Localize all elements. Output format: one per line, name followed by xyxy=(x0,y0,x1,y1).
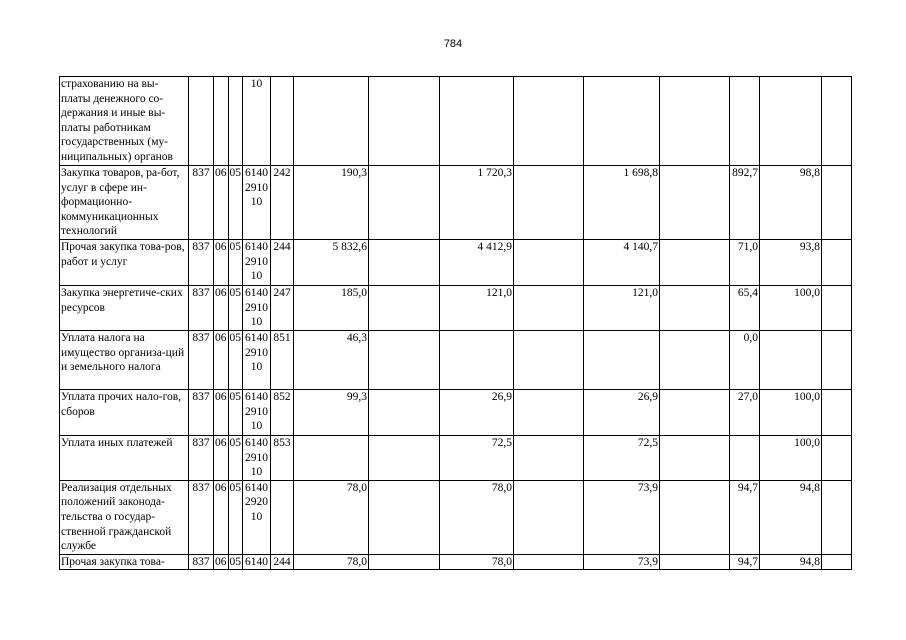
empty-cell xyxy=(822,286,852,331)
value-2-cell: 78,0 xyxy=(440,480,514,554)
value-1-cell: 78,0 xyxy=(294,480,369,554)
ministry-code-cell: 837 xyxy=(189,436,214,481)
budget-table xyxy=(59,76,852,570)
ministry-code-cell: 837 xyxy=(189,331,214,390)
table-row xyxy=(60,390,852,436)
subsection-code-cell: 05 xyxy=(228,436,243,481)
empty-cell xyxy=(514,240,584,286)
empty-cell xyxy=(822,480,852,554)
table-row xyxy=(60,286,852,331)
value-4-cell: 27,0 xyxy=(730,390,760,436)
empty-cell xyxy=(822,554,852,570)
value-2-cell: 1 720,3 xyxy=(440,166,514,240)
empty-cell xyxy=(514,436,584,481)
empty-cell xyxy=(660,240,730,286)
section-code-cell: 06 xyxy=(214,436,229,481)
subsection-code-cell: 05 xyxy=(228,331,243,390)
table-row xyxy=(60,166,852,240)
expense-type-cell xyxy=(271,480,294,554)
section-code-cell: 06 xyxy=(214,480,229,554)
subsection-code-cell xyxy=(228,77,243,166)
target-code-cell: 6140 2920 10 xyxy=(243,480,271,554)
empty-cell xyxy=(514,331,584,390)
subsection-code-cell: 05 xyxy=(228,480,243,554)
value-1-cell: 99,3 xyxy=(294,390,369,436)
subsection-code-cell: 05 xyxy=(228,286,243,331)
ministry-code-cell: 837 xyxy=(189,554,214,570)
value-4-cell xyxy=(730,436,760,481)
subsection-code-cell: 05 xyxy=(228,390,243,436)
empty-cell xyxy=(369,554,440,570)
section-code-cell: 06 xyxy=(214,331,229,390)
subsection-code-cell: 05 xyxy=(228,240,243,286)
empty-cell xyxy=(369,390,440,436)
table-row xyxy=(60,554,852,570)
row-name-cell: Закупка товаров, ра-бот, услуг в сфере ин-формационно-коммуникационных технологий xyxy=(60,166,189,240)
empty-cell xyxy=(822,166,852,240)
value-1-cell: 78,0 xyxy=(294,554,369,570)
value-2-cell: 26,9 xyxy=(440,390,514,436)
empty-cell xyxy=(660,390,730,436)
budget-table-body xyxy=(60,77,852,570)
row-name-cell: Уплата прочих нало-гов, сборов xyxy=(60,390,189,436)
row-name-cell: Уплата налога на имущество организа-ций и земельного налога xyxy=(60,331,189,390)
value-5-cell: 94,8 xyxy=(760,554,822,570)
value-1-cell xyxy=(294,436,369,481)
target-code-cell: 6140 2910 10 xyxy=(243,286,271,331)
empty-cell xyxy=(660,286,730,331)
empty-cell xyxy=(369,480,440,554)
section-code-cell: 06 xyxy=(214,554,229,570)
empty-cell xyxy=(369,331,440,390)
value-5-cell: 98,8 xyxy=(760,166,822,240)
expense-type-cell: 247 xyxy=(271,286,294,331)
value-2-cell xyxy=(440,331,514,390)
empty-cell xyxy=(514,480,584,554)
value-2-cell: 4 412,9 xyxy=(440,240,514,286)
empty-cell xyxy=(822,436,852,481)
target-code-cell: 6140 2910 10 xyxy=(243,436,271,481)
value-3-cell: 73,9 xyxy=(584,554,660,570)
table-row xyxy=(60,436,852,481)
target-code-cell: 6140 2910 10 xyxy=(243,331,271,390)
empty-cell xyxy=(660,331,730,390)
value-3-cell: 121,0 xyxy=(584,286,660,331)
target-code-cell: 6140 xyxy=(243,554,271,570)
table-row xyxy=(60,331,852,390)
value-3-cell: 73,9 xyxy=(584,480,660,554)
section-code-cell: 06 xyxy=(214,166,229,240)
page-number: 784 xyxy=(443,38,463,50)
ministry-code-cell: 837 xyxy=(189,480,214,554)
empty-cell xyxy=(514,166,584,240)
expense-type-cell: 853 xyxy=(271,436,294,481)
empty-cell xyxy=(822,77,852,166)
table-row xyxy=(60,480,852,554)
row-name-cell: Реализация отдельных положений законода-тельства о государ-ственной гражданской службе xyxy=(60,480,189,554)
expense-type-cell: 852 xyxy=(271,390,294,436)
value-4-cell: 892,7 xyxy=(730,166,760,240)
value-1-cell: 190,3 xyxy=(294,166,369,240)
value-4-cell: 0,0 xyxy=(730,331,760,390)
empty-cell xyxy=(822,240,852,286)
value-4-cell xyxy=(730,77,760,166)
empty-cell xyxy=(514,77,584,166)
expense-type-cell xyxy=(271,77,294,166)
section-code-cell xyxy=(214,77,229,166)
table-row xyxy=(60,240,852,286)
ministry-code-cell: 837 xyxy=(189,166,214,240)
empty-cell xyxy=(369,286,440,331)
empty-cell xyxy=(514,286,584,331)
empty-cell xyxy=(369,240,440,286)
target-code-cell: 6140 2910 10 xyxy=(243,390,271,436)
row-name-cell: Уплата иных платежей xyxy=(60,436,189,481)
expense-type-cell: 244 xyxy=(271,554,294,570)
value-1-cell xyxy=(294,77,369,166)
table-row xyxy=(60,77,852,166)
value-3-cell: 4 140,7 xyxy=(584,240,660,286)
value-4-cell: 94,7 xyxy=(730,480,760,554)
expense-type-cell: 242 xyxy=(271,166,294,240)
value-5-cell xyxy=(760,77,822,166)
empty-cell xyxy=(660,166,730,240)
subsection-code-cell: 05 xyxy=(228,554,243,570)
value-5-cell xyxy=(760,331,822,390)
value-3-cell: 1 698,8 xyxy=(584,166,660,240)
empty-cell xyxy=(369,77,440,166)
value-4-cell: 94,7 xyxy=(730,554,760,570)
empty-cell xyxy=(369,166,440,240)
ministry-code-cell xyxy=(189,77,214,166)
row-name-cell: страхованию на вы-платы денежного со-держания и иные вы-платы работникам государственных (му-ниципальных) органов xyxy=(60,77,189,166)
value-3-cell xyxy=(584,77,660,166)
expense-type-cell: 851 xyxy=(271,331,294,390)
value-3-cell xyxy=(584,331,660,390)
value-4-cell: 71,0 xyxy=(730,240,760,286)
value-1-cell: 5 832,6 xyxy=(294,240,369,286)
value-2-cell: 121,0 xyxy=(440,286,514,331)
section-code-cell: 06 xyxy=(214,390,229,436)
value-2-cell: 78,0 xyxy=(440,554,514,570)
expense-type-cell: 244 xyxy=(271,240,294,286)
section-code-cell: 06 xyxy=(214,240,229,286)
section-code-cell: 06 xyxy=(214,286,229,331)
ministry-code-cell: 837 xyxy=(189,286,214,331)
target-code-cell: 6140 2910 10 xyxy=(243,166,271,240)
value-5-cell: 100,0 xyxy=(760,286,822,331)
value-1-cell: 185,0 xyxy=(294,286,369,331)
row-name-cell: Закупка энергетиче-ских ресурсов xyxy=(60,286,189,331)
row-name-cell: Прочая закупка това-ров, работ и услуг xyxy=(60,240,189,286)
value-5-cell: 94,8 xyxy=(760,480,822,554)
value-3-cell: 72,5 xyxy=(584,436,660,481)
value-5-cell: 93,8 xyxy=(760,240,822,286)
value-5-cell: 100,0 xyxy=(760,390,822,436)
empty-cell xyxy=(514,390,584,436)
value-5-cell: 100,0 xyxy=(760,436,822,481)
ministry-code-cell: 837 xyxy=(189,390,214,436)
empty-cell xyxy=(660,480,730,554)
empty-cell xyxy=(822,390,852,436)
empty-cell xyxy=(822,331,852,390)
value-2-cell xyxy=(440,77,514,166)
empty-cell xyxy=(660,436,730,481)
subsection-code-cell: 05 xyxy=(228,166,243,240)
target-code-cell: 10 xyxy=(243,77,271,166)
ministry-code-cell: 837 xyxy=(189,240,214,286)
value-2-cell: 72,5 xyxy=(440,436,514,481)
empty-cell xyxy=(514,554,584,570)
empty-cell xyxy=(369,436,440,481)
value-3-cell: 26,9 xyxy=(584,390,660,436)
empty-cell xyxy=(660,554,730,570)
value-1-cell: 46,3 xyxy=(294,331,369,390)
empty-cell xyxy=(660,77,730,166)
value-4-cell: 65,4 xyxy=(730,286,760,331)
row-name-cell: Прочая закупка това- xyxy=(60,554,189,570)
target-code-cell: 6140 2910 10 xyxy=(243,240,271,286)
